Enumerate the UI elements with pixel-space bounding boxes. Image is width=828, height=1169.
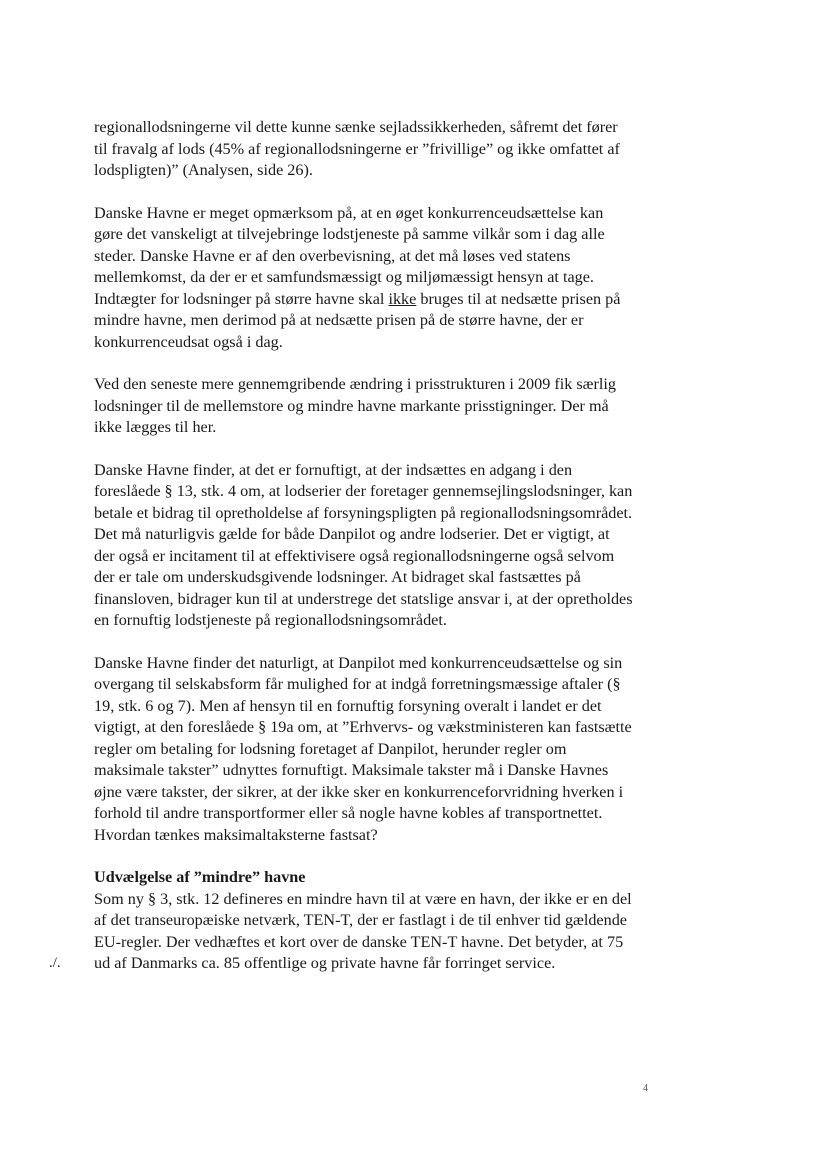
paragraph-6: Som ny § 3, stk. 12 defineres en mindre havn til at være en havn, der ikke er en del af det transeuropæiske netværk, TEN-T, der er fastlagt i de til enhver tid gældende EU-regler. Der vedhæftes et kort over de danske TEN-T havne. Det betyder, at 75 ud af Danmarks ca. 85 offentlige og private havne får forringet service.	[94, 889, 632, 972]
paragraph-2-part-2b: bruges til at nedsætte prisen på mindre havne, men derimod på at nedsætte prisen på de større havne, der er konkurrenceudsat også i dag.	[94, 289, 621, 351]
paragraph-5: Danske Havne finder det naturligt, at Danpilot med konkurrenceudsættelse og sin overgang til selskabsform får mulighed for at indgå forretningsmæssige aftaler (§ 19, stk. 6 og 7). Men af hensyn til en fornuftig forsyning overalt i landet er det vigtigt, at den foreslåede § 19a om, at ”Erhvervs- og vækstministeren kan fastsætte regler om betaling for lodsning foretaget af Danpilot, herunder regler om maksimale takster” udnyttes fornuftigt. Maksimale takster må i Danske Havnes øjne være takster, der sikrer, at der ikke sker en konkurrenceforvridning hverken i forhold til andre transportformer eller så nogle havne kobles af transportnettet. Hvordan tænkes maksimaltaksterne fastsat?	[94, 653, 632, 844]
paragraph-4: Danske Havne finder, at det er fornuftigt, at der indsættes en adgang i den foreslåede § 13, stk. 4 om, at lodserier der foretager gennemsejlingslodsninger, kan betale et bidrag til opretholdelse af forsyningspligten på regionallodsningsområdet. Det må naturligvis gælde for både Danpilot og andre lodserier. Det er vigtigt, at der også er incitament til at effektivisere også regionallodsningerne også selvom der er tale om underskudsgivende lodsninger. At bidraget skal fastsættes på finansloven, bidrager kun til at understrege det statslige ansvar i, at der opretholdes en fornuftig lodstjeneste på regionallodsningsområdet.	[94, 460, 633, 629]
paragraph-2-part-2a: Indtægter for lodsninger på større havne skal	[94, 289, 389, 308]
attachment-margin-mark: ./.	[49, 955, 61, 971]
paragraph-1: regionallodsningerne vil dette kunne sænke sejladssikkerheden, såfremt det fører til fravalg af lods (45% af regionallodsningerne er ”frivillige” og ikke omfattet af lodspligten)” (Analysen, side 26).	[94, 118, 620, 179]
underlined-word: ikke	[388, 289, 417, 308]
paragraph-3: Ved den seneste mere gennemgribende ændring i prisstrukturen i 2009 fik særlig lodsninger til de mellemstore og mindre havne markante prisstigninger. Der må ikke lægges til her.	[94, 375, 616, 436]
page-number: 4	[643, 1083, 648, 1094]
paragraph-2	[94, 203, 634, 354]
body-text	[94, 117, 634, 975]
paragraph-2-part-1: Danske Havne er meget opmærksom på, at en øget konkurrenceudsættelse kan gøre det vanskeligt at tilvejebringe lodstjeneste på samme vilkår som i dag alle steder. Danske Havne er af den overbevisning, at det må løses ved statens mellemkomst, da der er et samfundsmæssigt og miljømæssigt hensyn at tage.	[94, 203, 605, 286]
section-heading: Udvælgelse af ”mindre” havne	[94, 868, 306, 886]
